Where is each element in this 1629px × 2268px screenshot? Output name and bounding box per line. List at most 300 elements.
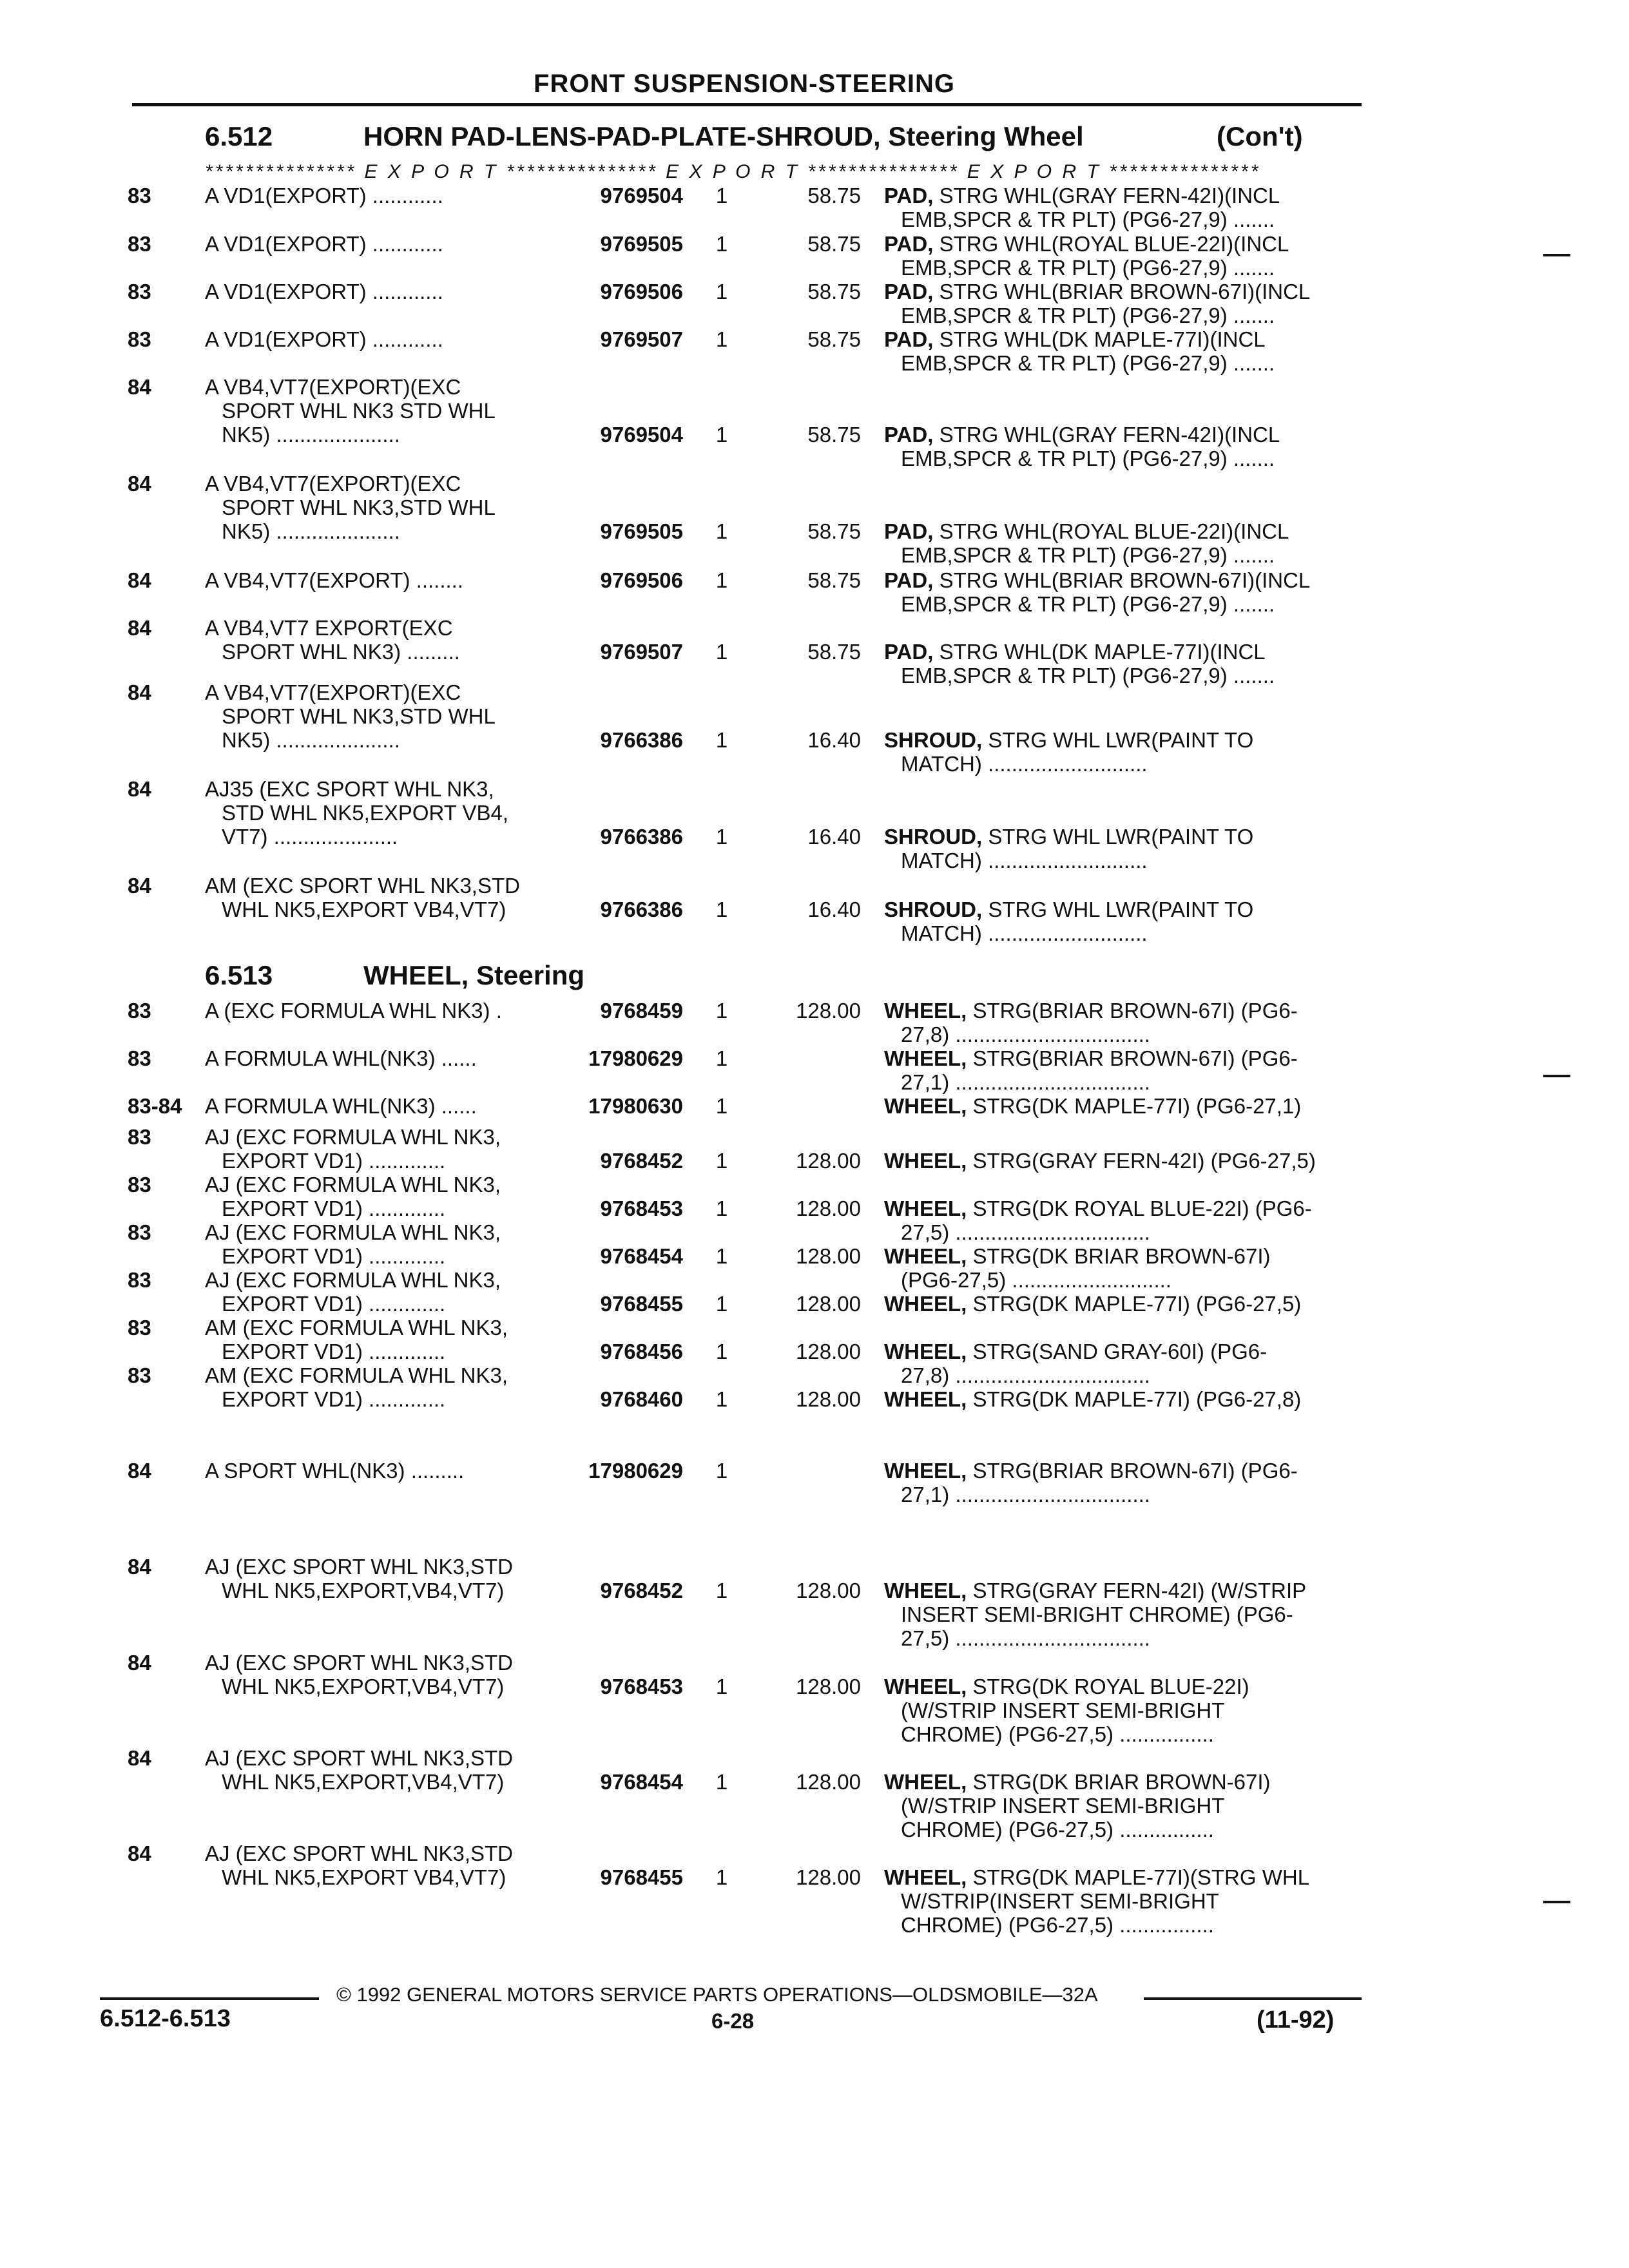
description-line: CHROME) (PG6-27,5) ................ (901, 1913, 1214, 1937)
application-line: AJ (EXC SPORT WHL NK3,STD (205, 1651, 513, 1675)
application-line: AJ (EXC SPORT WHL NK3,STD (205, 1841, 513, 1865)
description-lead: SHROUD, (884, 728, 983, 752)
description-lead: WHEEL, (884, 1292, 967, 1316)
description-line (884, 1579, 1374, 1602)
description-line (884, 640, 1374, 664)
description-text: STRG(DK ROYAL BLUE-22I) (PG6- (972, 1196, 1312, 1220)
quantity: 1 (715, 568, 728, 592)
model-year: 84 (128, 874, 151, 898)
price: 16.40 (807, 728, 861, 752)
application-line: A VD1(EXPORT) ............ (205, 184, 443, 207)
description (884, 327, 1374, 375)
description-line: 27,5) ................................. (901, 1220, 1150, 1244)
description-line (884, 1292, 1374, 1316)
model-year: 84 (128, 1841, 151, 1865)
quantity: 1 (715, 999, 728, 1023)
part-number: 9769505 (600, 232, 683, 256)
description-lead: WHEEL, (884, 1387, 967, 1411)
application-line: AJ (EXC FORMULA WHL NK3, (205, 1125, 501, 1149)
price: 58.75 (807, 280, 861, 303)
application-line: A FORMULA WHL(NK3) ...... (205, 1094, 477, 1118)
quantity: 1 (715, 1340, 728, 1363)
page-number: 6-28 (711, 2009, 755, 2033)
application (205, 568, 566, 592)
application-line: A VD1(EXPORT) ............ (205, 327, 443, 351)
price: 16.40 (807, 898, 861, 921)
description-text: STRG WHL LWR(PAINT TO (988, 728, 1254, 752)
model-year: 84 (128, 777, 151, 801)
quantity: 1 (715, 423, 728, 447)
description-line: 27,8) ................................. (901, 1363, 1150, 1387)
description-line (884, 1770, 1374, 1794)
description-line: (W/STRIP INSERT SEMI-BRIGHT (901, 1698, 1225, 1722)
application-line: AJ (EXC FORMULA WHL NK3, (205, 1173, 501, 1196)
application-line: AJ (EXC FORMULA WHL NK3, (205, 1268, 501, 1292)
description-lead: WHEEL, (884, 1244, 967, 1268)
description-line: 27,1) ................................. (901, 1483, 1150, 1506)
description-lead: WHEEL, (884, 1149, 967, 1173)
description-line: EMB,SPCR & TR PLT) (PG6-27,9) ....... (901, 303, 1275, 327)
description (884, 280, 1374, 327)
model-year: 83 (128, 1363, 151, 1387)
quantity: 1 (715, 184, 728, 207)
description-line: 27,1) ................................. (901, 1070, 1150, 1094)
application (205, 1094, 566, 1118)
application-line: SPORT WHL NK3) ......... (222, 640, 460, 664)
description-text: STRG(GRAY FERN-42I) (W/STRIP (972, 1579, 1307, 1602)
description (884, 1046, 1374, 1094)
description-line (884, 280, 1374, 303)
model-year: 83 (128, 232, 151, 256)
description-line: EMB,SPCR & TR PLT) (PG6-27,9) ....... (901, 543, 1275, 567)
application (205, 1555, 566, 1602)
application (205, 327, 566, 351)
model-year: 83 (128, 184, 151, 207)
application-line: A (EXC FORMULA WHL NK3) . (205, 999, 502, 1023)
description-lead: WHEEL, (884, 999, 967, 1023)
quantity: 1 (715, 1149, 728, 1173)
part-number: 9769504 (600, 184, 683, 207)
price: 128.00 (796, 1675, 861, 1698)
description-line (884, 1675, 1374, 1698)
price: 128.00 (796, 1292, 861, 1316)
description-line: CHROME) (PG6-27,5) ................ (901, 1722, 1214, 1746)
quantity: 1 (715, 1387, 728, 1411)
part-number: 9768459 (600, 999, 683, 1023)
part-number: 9768455 (600, 1865, 683, 1889)
description-lead: PAD, (884, 568, 934, 592)
description-text: STRG(DK MAPLE-77I) (PG6-27,8) (972, 1387, 1302, 1411)
model-year: 84 (128, 616, 151, 640)
description-line (884, 1387, 1374, 1411)
application (205, 777, 566, 849)
application (205, 680, 566, 752)
price: 128.00 (796, 1579, 861, 1602)
footer-rule-right (1144, 1997, 1362, 2000)
quantity: 1 (715, 1770, 728, 1794)
date-code: (11-92) (1257, 2006, 1335, 2033)
description-text: STRG(DK BRIAR BROWN-67I) (972, 1244, 1271, 1268)
price: 128.00 (796, 1196, 861, 1220)
model-year: 84 (128, 1651, 151, 1675)
model-year: 83-84 (128, 1094, 182, 1118)
application (205, 874, 566, 921)
price: 128.00 (796, 1387, 861, 1411)
application (205, 1316, 566, 1363)
description-lead: WHEEL, (884, 1675, 967, 1698)
application (205, 280, 566, 303)
description (884, 1770, 1374, 1841)
description-line (884, 568, 1374, 592)
description-text: STRG WHL(GRAY FERN-42I)(INCL (939, 423, 1280, 447)
copyright-line: © 1992 GENERAL MOTORS SERVICE PARTS OPERATIONS—OLDSMOBILE—32A (336, 1983, 1098, 2006)
application (205, 1220, 566, 1268)
quantity: 1 (715, 1244, 728, 1268)
quantity: 1 (715, 1094, 728, 1118)
part-number: 9769506 (600, 280, 683, 303)
description-lead: PAD, (884, 184, 934, 207)
model-year: 84 (128, 1459, 151, 1483)
margin-mark (1543, 1075, 1570, 1077)
description-line: (PG6-27,5) ........................... (901, 1268, 1171, 1292)
description-text: STRG WHL LWR(PAINT TO (988, 898, 1254, 921)
part-number: 9766386 (600, 825, 683, 849)
description-lead: PAD, (884, 280, 934, 303)
application (205, 184, 566, 207)
description-line (884, 1244, 1374, 1268)
description-lead: WHEEL, (884, 1770, 967, 1794)
application-line: STD WHL NK5,EXPORT VB4, (222, 801, 509, 825)
application-line: NK5) ..................... (222, 519, 400, 543)
application-line: AJ (EXC SPORT WHL NK3,STD (205, 1555, 513, 1579)
application-line: AM (EXC FORMULA WHL NK3, (205, 1316, 508, 1340)
model-year: 83 (128, 1173, 151, 1196)
description-text: STRG(DK MAPLE-77I) (PG6-27,5) (972, 1292, 1302, 1316)
description-line: EMB,SPCR & TR PLT) (PG6-27,9) ....... (901, 351, 1275, 375)
application-line: AM (EXC FORMULA WHL NK3, (205, 1363, 508, 1387)
part-number: 9768453 (600, 1196, 683, 1220)
description-line (884, 1046, 1374, 1070)
description (884, 728, 1374, 776)
application (205, 1173, 566, 1220)
margin-mark (1543, 254, 1570, 256)
part-number: 9769506 (600, 568, 683, 592)
price: 58.75 (807, 184, 861, 207)
quantity: 1 (715, 1675, 728, 1698)
application-line: AJ (EXC SPORT WHL NK3,STD (205, 1746, 513, 1770)
description-line: MATCH) ........................... (901, 752, 1148, 776)
description-lead: PAD, (884, 640, 934, 664)
description-line (884, 1459, 1374, 1483)
description (884, 1387, 1374, 1411)
application (205, 1046, 566, 1070)
part-number: 9769507 (600, 640, 683, 664)
application-line: EXPORT VD1) ............. (222, 1292, 446, 1316)
description (884, 1579, 1374, 1650)
application-line: NK5) ..................... (222, 423, 400, 447)
quantity: 1 (715, 232, 728, 256)
description-text: STRG(DK ROYAL BLUE-22I) (972, 1675, 1249, 1698)
quantity: 1 (715, 1865, 728, 1889)
application (205, 1363, 566, 1411)
description-line: CHROME) (PG6-27,5) ................ (901, 1818, 1214, 1841)
quantity: 1 (715, 1196, 728, 1220)
description (884, 184, 1374, 231)
application-line: WHL NK5,EXPORT,VB4,VT7) (222, 1675, 505, 1698)
part-number: 9769507 (600, 327, 683, 351)
application-line: A VB4,VT7(EXPORT)(EXC (205, 375, 461, 399)
part-number: 9769505 (600, 519, 683, 543)
quantity: 1 (715, 280, 728, 303)
application-line: EXPORT VD1) ............. (222, 1340, 446, 1363)
description-lead: SHROUD, (884, 825, 983, 849)
description (884, 1459, 1374, 1506)
application (205, 375, 566, 447)
application-line: SPORT WHL NK3,STD WHL (222, 495, 496, 519)
description-line (884, 327, 1374, 351)
price: 58.75 (807, 423, 861, 447)
application-line: WHL NK5,EXPORT VB4,VT7) (222, 898, 506, 921)
application-line: A SPORT WHL(NK3) ......... (205, 1459, 465, 1483)
description (884, 568, 1374, 616)
description-text: STRG(DK BRIAR BROWN-67I) (972, 1770, 1271, 1794)
application-line: EXPORT VD1) ............. (222, 1196, 446, 1220)
description-lead: WHEEL, (884, 1340, 967, 1363)
model-year: 83 (128, 1125, 151, 1149)
price: 58.75 (807, 519, 861, 543)
quantity: 1 (715, 1292, 728, 1316)
description-line: MATCH) ........................... (901, 849, 1148, 872)
description-line (884, 184, 1374, 207)
application-line: A VB4,VT7(EXPORT)(EXC (205, 680, 461, 704)
application-line: SPORT WHL NK3 STD WHL (222, 399, 496, 423)
description-lead: PAD, (884, 519, 934, 543)
application-line: EXPORT VD1) ............. (222, 1387, 446, 1411)
part-number: 9768454 (600, 1770, 683, 1794)
model-year: 83 (128, 1220, 151, 1244)
model-year: 84 (128, 472, 151, 495)
model-year: 84 (128, 375, 151, 399)
description-text: STRG(BRIAR BROWN-67I) (PG6- (972, 1459, 1298, 1483)
quantity: 1 (715, 1046, 728, 1070)
model-year: 83 (128, 280, 151, 303)
export-banner: *************** E X P O R T *************** E X P O R T *************** E X P O R T *************** (205, 161, 1261, 182)
description-text: STRG WHL(DK MAPLE-77I)(INCL (939, 327, 1266, 351)
part-number: 9768456 (600, 1340, 683, 1363)
description-lead: PAD, (884, 327, 934, 351)
application-line: A VB4,VT7(EXPORT) ........ (205, 568, 464, 592)
description-text: STRG WHL(BRIAR BROWN-67I)(INCL (939, 568, 1311, 592)
application (205, 999, 566, 1023)
description-text: STRG(DK MAPLE-77I)(STRG WHL (972, 1865, 1310, 1889)
quantity: 1 (715, 825, 728, 849)
application-line: WHL NK5,EXPORT,VB4,VT7) (222, 1770, 505, 1794)
description-lead: WHEEL, (884, 1579, 967, 1602)
description-line (884, 728, 1374, 752)
description-line (884, 1196, 1374, 1220)
price: 58.75 (807, 327, 861, 351)
quantity: 1 (715, 327, 728, 351)
description-line: W/STRIP(INSERT SEMI-BRIGHT (901, 1889, 1219, 1913)
application-line: WHL NK5,EXPORT,VB4,VT7) (222, 1579, 505, 1602)
description-line (884, 1149, 1374, 1173)
description-text: STRG WHL LWR(PAINT TO (988, 825, 1254, 849)
application-line: EXPORT VD1) ............. (222, 1149, 446, 1173)
application (205, 616, 566, 664)
application (205, 1841, 566, 1889)
header-rule (132, 103, 1362, 106)
quantity: 1 (715, 519, 728, 543)
description-text: STRG WHL(ROYAL BLUE-22I)(INCL (939, 519, 1289, 543)
price: 128.00 (796, 999, 861, 1023)
application-line: NK5) ..................... (222, 728, 400, 752)
quantity: 1 (715, 1579, 728, 1602)
application-line: AJ35 (EXC SPORT WHL NK3, (205, 777, 494, 801)
price: 58.75 (807, 568, 861, 592)
description (884, 1149, 1374, 1173)
application-line: VT7) ..................... (222, 825, 398, 849)
application (205, 232, 566, 256)
section-name: HORN PAD-LENS-PAD-PLATE-SHROUD, Steering Wheel (363, 121, 1084, 151)
price: 128.00 (796, 1340, 861, 1363)
description-lead: WHEEL, (884, 1094, 967, 1118)
section-title-6-513 (205, 960, 584, 991)
description (884, 825, 1374, 872)
description-line: EMB,SPCR & TR PLT) (PG6-27,9) ....... (901, 207, 1275, 231)
section-number: 6.512 (205, 121, 273, 151)
section-name: WHEEL, Steering (363, 960, 585, 990)
part-number: 9768460 (600, 1387, 683, 1411)
description-text: STRG WHL(GRAY FERN-42I)(INCL (939, 184, 1280, 207)
application-line: WHL NK5,EXPORT VB4,VT7) (222, 1865, 506, 1889)
description-line: (W/STRIP INSERT SEMI-BRIGHT (901, 1794, 1225, 1818)
description-text: STRG WHL(BRIAR BROWN-67I)(INCL (939, 280, 1311, 303)
description (884, 1340, 1374, 1387)
description-text: STRG(GRAY FERN-42I) (PG6-27,5) (972, 1149, 1316, 1173)
quantity: 1 (715, 1459, 728, 1483)
description-text: STRG WHL(ROYAL BLUE-22I)(INCL (939, 232, 1289, 256)
description-text: STRG(BRIAR BROWN-67I) (PG6- (972, 999, 1298, 1023)
price: 128.00 (796, 1770, 861, 1794)
description-line (884, 898, 1374, 921)
description-line: 27,5) ................................. (901, 1626, 1150, 1650)
part-number: 9768452 (600, 1149, 683, 1173)
description-lead: WHEEL, (884, 1459, 967, 1483)
model-year: 84 (128, 1555, 151, 1579)
price: 58.75 (807, 640, 861, 664)
description (884, 232, 1374, 280)
description-line: EMB,SPCR & TR PLT) (PG6-27,9) ....... (901, 256, 1275, 280)
description-lead: WHEEL, (884, 1196, 967, 1220)
description-line: EMB,SPCR & TR PLT) (PG6-27,9) ....... (901, 447, 1275, 470)
description (884, 1865, 1374, 1937)
part-number: 17980629 (588, 1046, 683, 1070)
application (205, 1459, 566, 1483)
description-lead: WHEEL, (884, 1865, 967, 1889)
model-year: 84 (128, 1746, 151, 1770)
description-line: INSERT SEMI-BRIGHT CHROME) (PG6- (901, 1602, 1293, 1626)
description (884, 1094, 1374, 1118)
page-header: FRONT SUSPENSION-STEERING (534, 70, 955, 98)
description (884, 640, 1374, 687)
description-line (884, 1094, 1374, 1118)
section-number: 6.513 (205, 960, 273, 990)
application-line: AJ (EXC FORMULA WHL NK3, (205, 1220, 501, 1244)
part-number: 9768452 (600, 1579, 683, 1602)
description-lead: PAD, (884, 423, 934, 447)
part-number: 9766386 (600, 898, 683, 921)
model-year: 84 (128, 680, 151, 704)
description-line: MATCH) ........................... (901, 921, 1148, 945)
footer-rule-left (100, 1997, 319, 2000)
quantity: 1 (715, 640, 728, 664)
application (205, 1651, 566, 1698)
description (884, 1675, 1374, 1746)
description-lead: SHROUD, (884, 898, 983, 921)
part-number: 17980629 (588, 1459, 683, 1483)
application-line: A VB4,VT7(EXPORT)(EXC (205, 472, 461, 495)
price: 16.40 (807, 825, 861, 849)
margin-mark (1543, 1901, 1570, 1903)
quantity: 1 (715, 728, 728, 752)
application-line: SPORT WHL NK3,STD WHL (222, 704, 496, 728)
application-line: A FORMULA WHL(NK3) ...... (205, 1046, 477, 1070)
part-number: 9768455 (600, 1292, 683, 1316)
description-line (884, 1865, 1374, 1889)
description-text: STRG(SAND GRAY-60I) (PG6- (972, 1340, 1268, 1363)
application-line: AM (EXC SPORT WHL NK3,STD (205, 874, 520, 898)
model-year: 83 (128, 1046, 151, 1070)
description-text: STRG(DK MAPLE-77I) (PG6-27,1) (972, 1094, 1302, 1118)
description-line (884, 519, 1374, 543)
part-number: 9766386 (600, 728, 683, 752)
section-range: 6.512-6.513 (100, 2005, 231, 2032)
description-text: STRG(BRIAR BROWN-67I) (PG6- (972, 1046, 1298, 1070)
application-line: EXPORT VD1) ............. (222, 1244, 446, 1268)
application (205, 1746, 566, 1794)
price: 128.00 (796, 1244, 861, 1268)
description-line (884, 232, 1374, 256)
model-year: 84 (128, 568, 151, 592)
description (884, 519, 1374, 567)
description-line: EMB,SPCR & TR PLT) (PG6-27,9) ....... (901, 664, 1275, 687)
model-year: 83 (128, 1268, 151, 1292)
description (884, 423, 1374, 470)
application-line: A VD1(EXPORT) ............ (205, 280, 443, 303)
description-text: STRG WHL(DK MAPLE-77I)(INCL (939, 640, 1266, 664)
price: 128.00 (796, 1149, 861, 1173)
description-line (884, 825, 1374, 849)
part-number: 9769504 (600, 423, 683, 447)
section-continued: (Con't) (1217, 121, 1303, 151)
description (884, 1196, 1374, 1244)
application (205, 472, 566, 543)
description (884, 1292, 1374, 1316)
application-line: A VB4,VT7 EXPORT(EXC (205, 616, 453, 640)
model-year: 83 (128, 999, 151, 1023)
description-lead: PAD, (884, 232, 934, 256)
price: 128.00 (796, 1865, 861, 1889)
section-title-6-512 (205, 121, 1303, 152)
application (205, 1125, 566, 1173)
description (884, 999, 1374, 1046)
description-lead: WHEEL, (884, 1046, 967, 1070)
price: 58.75 (807, 232, 861, 256)
model-year: 83 (128, 1316, 151, 1340)
description-line: EMB,SPCR & TR PLT) (PG6-27,9) ....... (901, 592, 1275, 616)
part-number: 9768454 (600, 1244, 683, 1268)
description (884, 898, 1374, 945)
